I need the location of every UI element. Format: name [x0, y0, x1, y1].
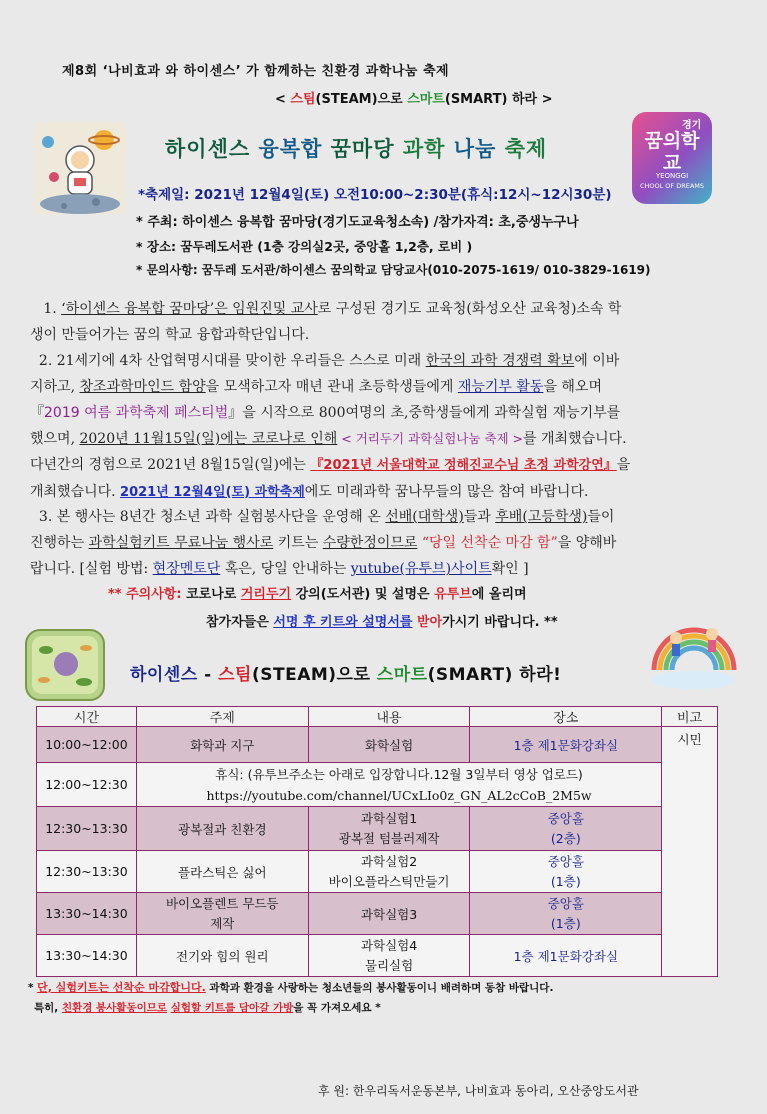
- cell-content: [308, 851, 470, 893]
- text: 과학과 환경을 사랑하는 청소년들의 봉사활동이니 배려하며 동참 바랍니다.: [205, 982, 554, 994]
- table-header-row: [37, 707, 718, 727]
- text: 혹은, 당일 안내하는: [220, 561, 351, 577]
- text: 실험할 키트를 담아갈 가방: [170, 1002, 294, 1014]
- footer-line-2: [34, 1000, 381, 1015]
- text: 거리두기: [240, 587, 292, 602]
- text: 참가자들은: [206, 615, 274, 630]
- text: 들이: [587, 509, 615, 525]
- festival-title: [165, 133, 547, 163]
- text: 을 해오며: [543, 379, 602, 395]
- paragraph-line: [30, 530, 745, 556]
- text: 친환경 봉사활동이므로: [61, 1002, 168, 1014]
- text: 과학실험4: [360, 937, 418, 953]
- text: 다년간의 경험으로 2021년 8월15일(일)에는: [30, 457, 311, 473]
- text: 중앙홀: [547, 853, 584, 869]
- slogan: [130, 660, 561, 685]
- text: 광복절 텀블러제작: [338, 830, 440, 846]
- cell-place: 1층 제1문화강좌실: [470, 727, 662, 763]
- text: 개최했습니다.: [30, 484, 121, 500]
- text: 받아: [417, 615, 443, 630]
- cell-break: [136, 763, 661, 807]
- text: 후배(고등학생): [495, 509, 588, 525]
- text: 가시기 바랍니다. **: [442, 615, 558, 630]
- column-header: 시간: [37, 707, 137, 727]
- text: 진행하는: [30, 535, 89, 551]
- table-row: [37, 893, 718, 935]
- text: 랍니다. [실험 방법:: [30, 561, 153, 577]
- paragraph-line: [30, 426, 745, 452]
- paragraph-line: [30, 400, 745, 426]
- header-text: (SMART) 하라 >: [444, 92, 553, 107]
- text: 에도 미래과학 꿈나무들의 많은 참여 바랍니다.: [304, 484, 589, 500]
- festival-date: *축제일: 2021년 12월4일(토) 오전10:00~2:30분(휴식:12시~12시30분): [138, 187, 612, 203]
- text: 창조과학마인드 함양: [79, 379, 206, 395]
- gyeonggi-school-of-dreams-logo: [632, 112, 712, 204]
- text: ‘하이센스 융복합 꿈마당’은 임원진및 교사: [61, 301, 318, 317]
- text: 한국의 과학 경쟁력 확보: [425, 353, 575, 369]
- logo-top-text: 경기: [682, 120, 702, 131]
- paragraph-3: [30, 504, 745, 582]
- cell-time: 12:30~13:30: [37, 851, 137, 893]
- paragraph-2: [30, 348, 745, 506]
- cell-topic: [136, 893, 308, 935]
- column-header: 주제: [136, 707, 308, 727]
- text: 확인 ]: [491, 561, 529, 577]
- paragraph-line: [30, 348, 745, 374]
- text: 강의(도서관) 및 설명은: [291, 587, 435, 602]
- table-row: [37, 851, 718, 893]
- paragraph-line: [30, 556, 745, 582]
- steam-word: 스팀: [290, 92, 316, 107]
- text: (1층): [550, 873, 581, 889]
- title-word: 하이센스: [165, 137, 251, 161]
- text: 과학실험1: [360, 810, 418, 826]
- festival-contact: * 문의사항: 꿈두레 도서관/하이센스 꿈의학교 담당교사(010-2075-1619/ 010-3829-1619): [136, 263, 651, 277]
- text: *: [28, 982, 38, 994]
- text: 중앙홀: [547, 810, 584, 826]
- text: 2020년 11월15일(일)에는 코로나로 인해: [79, 431, 338, 447]
- logo-main-text: 꿈의학교: [644, 130, 700, 174]
- logo-sub-text: YEONGGI: [655, 172, 689, 180]
- kids-rainbow-illustration: [648, 600, 740, 692]
- cell-place: [470, 807, 662, 851]
- cell-topic: 플라스틱은 싫어: [136, 851, 308, 893]
- festival-place: * 장소: 꿈두레도서관 (1층 강의실2곳, 중앙홀 1,2층, 로비 ): [136, 239, 473, 254]
- youtube-link[interactable]: https://youtube.com/channel/UCxLIo0z_GN_AL2cCoB_2M5w: [206, 787, 592, 803]
- column-header: 장소: [470, 707, 662, 727]
- text: < 거리두기 과학실험나눔 축제 >: [337, 431, 524, 446]
- text: 단, 실험키트는 선착순 마감합니다.: [37, 981, 206, 994]
- cell-time: 13:30~14:30: [37, 935, 137, 977]
- text: 바이오플라스틱만들기: [328, 873, 450, 889]
- text: 을: [616, 457, 631, 473]
- text: 스팀: [218, 665, 252, 685]
- text: 현장멘토단: [152, 561, 221, 577]
- logo-sub-text: CHOOL OF DREAMS: [639, 182, 705, 190]
- text: (1층): [550, 915, 581, 931]
- text: 2. 21세기에 4차 산업혁명시대를 맞이한 우리들은 스스로 미래: [38, 353, 426, 369]
- text: (STEAM)으로: [251, 665, 377, 685]
- cell-content: 과학실험3: [308, 893, 470, 935]
- cell-topic: 화학과 지구: [136, 727, 308, 763]
- header-text: <: [275, 92, 291, 107]
- notice-line-1: [108, 583, 527, 602]
- table-row: [37, 935, 718, 977]
- paragraph-line: [30, 504, 745, 530]
- text: “당일 선착순 마감 함”: [417, 535, 558, 551]
- title-word: 나눔: [453, 137, 497, 161]
- text: 특히,: [34, 1002, 62, 1014]
- text: 에 이바: [574, 353, 620, 369]
- text: (SMART) 하라!: [427, 665, 562, 685]
- cell-place: 1층 제1문화강좌실: [470, 935, 662, 977]
- text: 을 모색하고자 매년 관내 초등학생들에게: [205, 379, 458, 395]
- text: 재능기부 활동: [457, 379, 544, 395]
- text: 2019 여름 과학축제 페스티벌: [44, 405, 229, 421]
- text: 『: [30, 405, 44, 421]
- festival-host: * 주최: 하이센스 융복합 꿈마당(경기도교육청소속) /참가자격: 초,중생누구나: [136, 215, 579, 230]
- paragraph-line: [30, 479, 745, 506]
- text: 바이오플렌트 무드등: [165, 895, 279, 911]
- title-word: 꿈마당: [330, 137, 395, 161]
- text: 과학실험2: [360, 853, 418, 869]
- text: 수량한정이므로: [322, 535, 418, 551]
- cell-content: [308, 807, 470, 851]
- text: 제작: [210, 915, 235, 931]
- cell-time: 12:30~13:30: [37, 807, 137, 851]
- astronaut-illustration: [34, 122, 126, 214]
- nucleus-icon: [54, 652, 78, 676]
- cell-time: 13:30~14:30: [37, 893, 137, 935]
- text: -: [197, 665, 219, 685]
- text: 를 개최했습니다.: [523, 431, 627, 447]
- table-row: [37, 807, 718, 851]
- title-word: 과학: [402, 137, 446, 161]
- notice-line-2: [206, 611, 558, 630]
- text: 과학실험키트 무료나눔 행사로: [88, 535, 274, 551]
- footer-line-1: [28, 979, 553, 995]
- text: 로 구성된 경기도 교육청(화성오산 교육청)소속 학: [317, 301, 622, 317]
- header-line-2: [275, 88, 552, 107]
- cell-note: 시민: [662, 727, 718, 977]
- paragraph-line: 생이 만들어가는 꿈의 학교 융합과학단입니다.: [30, 327, 310, 343]
- text: 』을 시작으로 800여명의 초,중학생들에게 과학실험 재능기부를: [228, 405, 621, 421]
- paragraph-line: [30, 296, 745, 322]
- cell-place: [470, 893, 662, 935]
- text: 1.: [43, 301, 62, 317]
- cell-time: 10:00~12:00: [37, 727, 137, 763]
- header-line-1: 제8회 ‘나비효과 와 하이센스’ 가 함께하는 친환경 과학나눔 축제: [62, 64, 450, 79]
- table-row: [37, 763, 718, 807]
- header-text: (STEAM)으로: [315, 92, 408, 107]
- text: 했으며,: [30, 431, 80, 447]
- text: 『2021년 서울대학교 정해진교수님 초정 과학강연』: [310, 458, 617, 473]
- text: 을 꼭 가져오세요 *: [293, 1002, 381, 1014]
- text: 스마트: [376, 665, 428, 685]
- text: yutube(유투브)사이트: [350, 561, 492, 577]
- schedule-table: [36, 706, 718, 977]
- cell-topic: 광복절과 친환경: [136, 807, 308, 851]
- column-header: 내용: [308, 707, 470, 727]
- plant-cell-illustration: [22, 622, 108, 706]
- cell-content: 화학실험: [308, 727, 470, 763]
- paragraph-line: [30, 374, 745, 400]
- text: 선배(대학생): [385, 509, 464, 525]
- smart-word: 스마트: [407, 92, 445, 107]
- text: 중앙홀: [547, 895, 584, 911]
- title-word: 융복합: [258, 137, 323, 161]
- text: (2층): [550, 830, 581, 846]
- text: 코로나로: [186, 587, 241, 602]
- text: 서명 후 키트와 설명서를: [273, 615, 413, 630]
- break-text: 휴식: (유투브주소는 아래로 입장합니다.12월 3일부터 영상 업로드): [215, 766, 583, 782]
- paragraph-line: [30, 452, 745, 479]
- cell-topic: 전기와 힘의 원리: [136, 935, 308, 977]
- text: 3. 본 행사는 8년간 청소년 과학 실험봉사단을 운영해 온: [38, 509, 386, 525]
- text: 들과: [463, 509, 496, 525]
- text: 물리실험: [364, 957, 414, 973]
- text: 지하고,: [30, 379, 80, 395]
- sponsor-line: 후 원: 한우리독서운동본부, 나비효과 동아리, 오산중앙도서관: [318, 1084, 639, 1098]
- cell-time: 12:00~12:30: [37, 763, 137, 807]
- text: 유투브: [434, 587, 472, 602]
- text: ** 주의사항:: [108, 587, 187, 602]
- paragraph-1: [30, 296, 745, 348]
- text: 을 양해바: [557, 535, 617, 551]
- cell-place: [470, 851, 662, 893]
- table-row: [37, 727, 718, 763]
- cell-content: [308, 935, 470, 977]
- text: 에 올리며: [471, 587, 527, 602]
- planet-icon: [94, 130, 114, 150]
- text: 하이센스: [130, 665, 198, 685]
- column-header: 비고: [662, 707, 718, 727]
- title-word: 축제: [504, 137, 548, 161]
- text: 키트는: [273, 535, 323, 551]
- text: 2021년 12월4일(토) 과학축제: [120, 485, 305, 500]
